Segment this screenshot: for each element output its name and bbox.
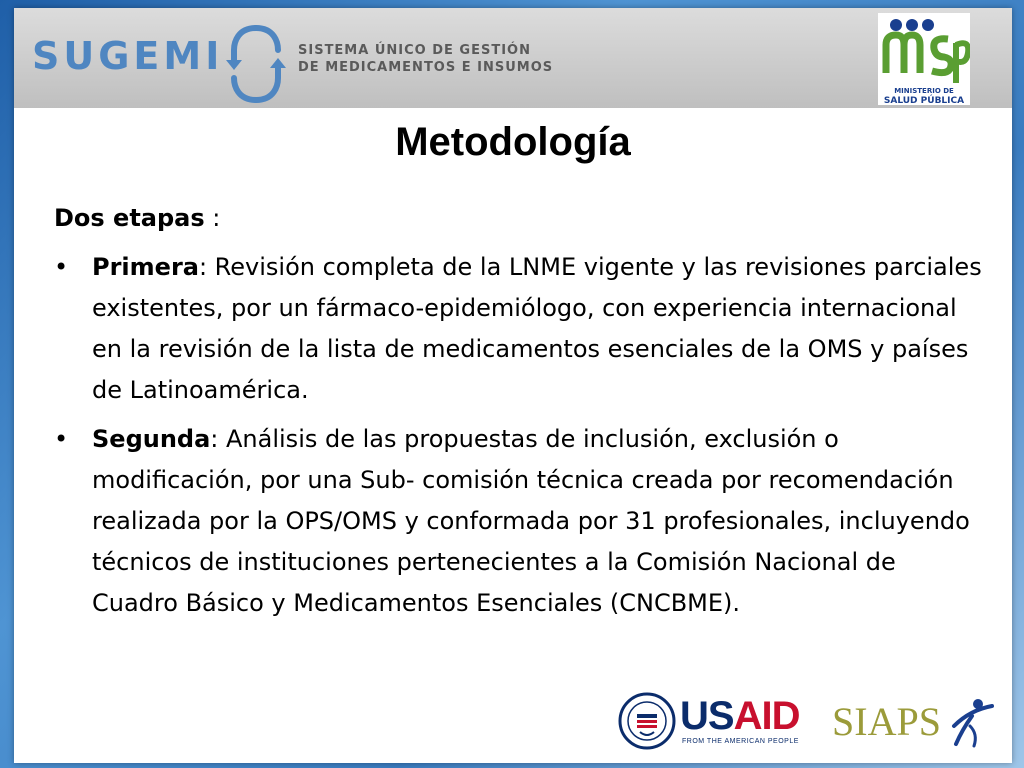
sugemi-subtitle	[298, 42, 598, 76]
usaid-aid-text: AID	[733, 694, 800, 738]
usaid-us-text: US	[680, 694, 734, 738]
subheading-colon: :	[204, 204, 221, 232]
siaps-figure-icon	[948, 696, 996, 750]
sugemi-logo-mark-icon	[226, 24, 286, 104]
subheading	[54, 198, 984, 239]
msp-salud-publica-text: SALUD PÚBLICA	[883, 96, 965, 106]
bullet-label: Primera	[92, 253, 199, 281]
bullet-text: : Análisis de las propuestas de inclusión, exclusión o modificación, por una Sub- comisión técnica creada por recomendación realizada por la OPS/OMS y conformada por 31 profesionales, incluyendo técnicos de instituciones pertenecientes a la Comisión Nacional de Cuadro Básico y Medicamentos Esenciales (CNCBME).	[92, 425, 970, 617]
header-band	[14, 8, 1012, 108]
siaps-logo-text: SIAPS	[832, 699, 941, 744]
sugemi-logo-text: SUGEMI	[32, 34, 224, 78]
usaid-logo-text	[680, 694, 799, 739]
sugemi-subtitle-line1: SISTEMA ÚNICO DE GESTIÓN	[298, 43, 531, 58]
footer-logos	[618, 692, 998, 754]
sugemi-subtitle-line2: DE MEDICAMENTOS E INSUMOS	[298, 60, 554, 75]
bullet-text: : Revisión completa de la LNME vigente y las revisiones parciales existentes, por un fármaco-epidemiólogo, con experiencia internacional en la revisión de la lista de medicamentos esenciales de la OMS y países de Latinoamérica.	[92, 253, 982, 404]
bullet-dot-icon: •	[54, 253, 69, 281]
bullet-item-primera	[54, 247, 984, 411]
msp-logo-mark-icon	[878, 13, 970, 87]
slide	[14, 8, 1012, 763]
msp-ministerio-text: MINISTERIO DE	[894, 87, 954, 95]
bullet-label: Segunda	[92, 425, 211, 453]
bullet-item-segunda	[54, 419, 984, 624]
subheading-text: Dos etapas	[54, 204, 205, 232]
usaid-seal-icon	[618, 692, 676, 750]
usaid-tagline: FROM THE AMERICAN PEOPLE	[682, 738, 799, 745]
msp-logo	[878, 13, 970, 105]
slide-title: Metodología	[395, 120, 631, 164]
bullet-dot-icon: •	[54, 425, 69, 453]
slide-body	[54, 198, 984, 624]
